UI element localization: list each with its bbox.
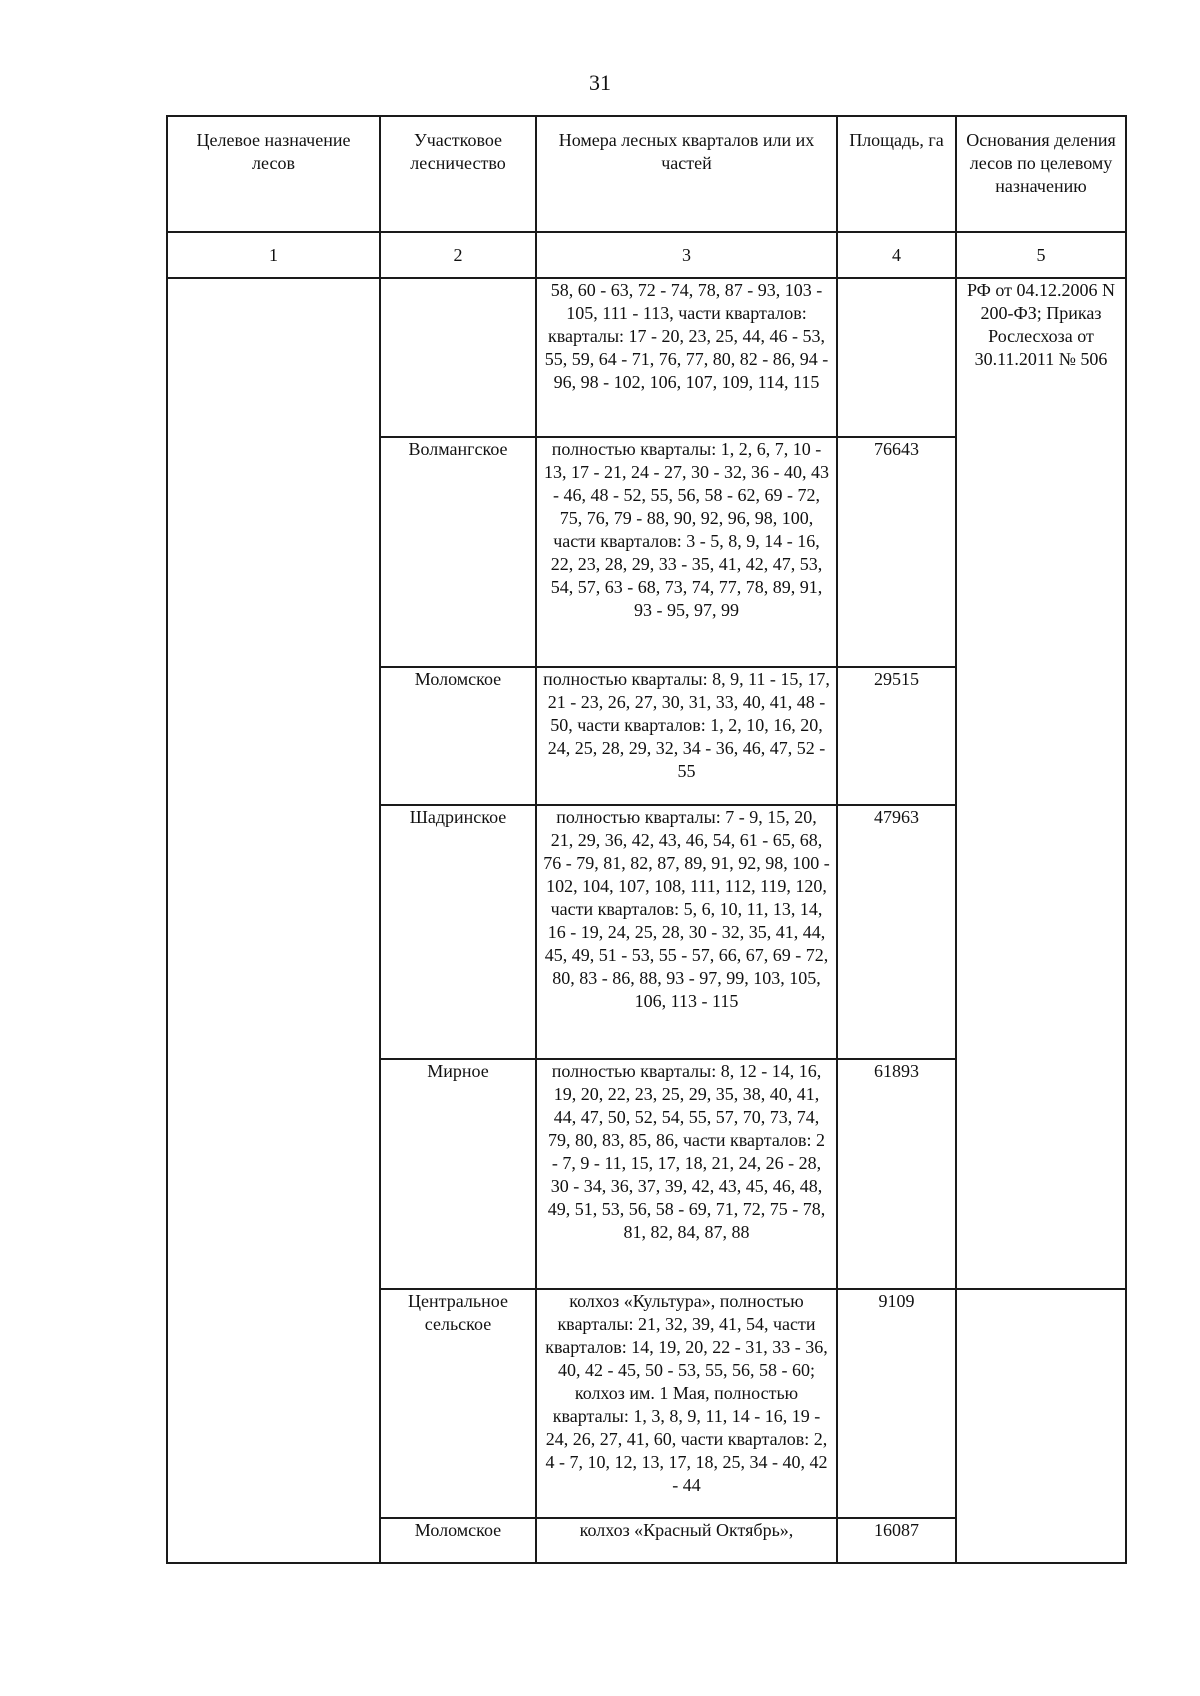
purpose-cell bbox=[167, 278, 380, 1563]
column-number: 3 bbox=[536, 232, 837, 278]
area-cell: 16087 bbox=[837, 1518, 956, 1563]
forestry-cell: Волмангское bbox=[380, 437, 536, 667]
basis-cell-empty bbox=[956, 1289, 1126, 1563]
column-number: 4 bbox=[837, 232, 956, 278]
area-cell: 61893 bbox=[837, 1059, 956, 1289]
forestry-cell: Моломское bbox=[380, 1518, 536, 1563]
column-number: 2 bbox=[380, 232, 536, 278]
quarters-cell: полностью кварталы: 7 - 9, 15, 20, 21, 29, 36, 42, 43, 46, 54, 61 - 65, 68, 76 - 79, 81, 82, 87, 89, 91, 92, 98, 100 - 102, 104, 107, 108, 111, 112, 119, 120, части кварталов: 5, 6, 10, 11, 13, 14, 16 - 19, 24, 25, 28, 30 - 32, 35, 41, 44, 45, 49, 51 - 53, 55 - 57, 66, 67, 69 - 72, 80, 83 - 86, 88, 93 - 97, 99, 103, 105, 106, 113 - 115 bbox=[536, 805, 837, 1059]
column-number: 1 bbox=[167, 232, 380, 278]
area-cell: 47963 bbox=[837, 805, 956, 1059]
header-row bbox=[167, 116, 1126, 232]
page-number: 31 bbox=[589, 70, 611, 95]
quarters-cell: полностью кварталы: 8, 9, 11 - 15, 17, 21 - 23, 26, 27, 30, 31, 33, 40, 41, 48 - 50, части кварталов: 1, 2, 10, 16, 20, 24, 25, 28, 29, 32, 34 - 36, 46, 47, 52 - 55 bbox=[536, 667, 837, 805]
header-basis: Основания деления лесов по целевому назначению bbox=[956, 116, 1126, 232]
quarters-cell: 58, 60 - 63, 72 - 74, 78, 87 - 93, 103 - 105, 111 - 113, части кварталов: кварталы: 17 - 20, 23, 25, 44, 46 - 53, 55, 59, 64 - 71, 76, 77, 80, 82 - 86, 94 - 96, 98 - 102, 106, 107, 109, 114, 115 bbox=[536, 278, 837, 437]
forestry-cell bbox=[380, 278, 536, 437]
column-number: 5 bbox=[956, 232, 1126, 278]
area-cell: 29515 bbox=[837, 667, 956, 805]
header-quarters: Номера лесных кварталов или их частей bbox=[536, 116, 837, 232]
column-number-row bbox=[167, 232, 1126, 278]
table-row bbox=[167, 278, 1126, 437]
header-purpose: Целевое назначение лесов bbox=[167, 116, 380, 232]
forestry-cell: Шадринское bbox=[380, 805, 536, 1059]
quarters-cell: колхоз «Культура», полностью кварталы: 21, 32, 39, 41, 54, части кварталов: 14, 19, 20, 22 - 31, 33 - 36, 40, 42 - 45, 50 - 53, 55, 56, 58 - 60; колхоз им. 1 Мая, полностью кварталы: 1, 3, 8, 9, 11, 14 - 16, 19 - 24, 26, 27, 41, 60, части кварталов: 2, 4 - 7, 10, 12, 13, 17, 18, 25, 34 - 40, 42 - 44 bbox=[536, 1289, 837, 1518]
forestry-cell: Моломское bbox=[380, 667, 536, 805]
area-cell bbox=[837, 278, 956, 437]
quarters-cell: полностью кварталы: 1, 2, 6, 7, 10 - 13, 17 - 21, 24 - 27, 30 - 32, 36 - 40, 43 - 46, 48 - 52, 55, 56, 58 - 62, 69 - 72, 75, 76, 79 - 88, 90, 92, 96, 98, 100, части кварталов: 3 - 5, 8, 9, 14 - 16, 22, 23, 28, 29, 33 - 35, 41, 42, 47, 53, 54, 57, 63 - 68, 73, 74, 77, 78, 89, 91, 93 - 95, 97, 99 bbox=[536, 437, 837, 667]
forestry-cell: Центральное сельское bbox=[380, 1289, 536, 1518]
area-cell: 76643 bbox=[837, 437, 956, 667]
forest-purpose-table bbox=[166, 115, 1127, 1564]
basis-cell: РФ от 04.12.2006 N 200-ФЗ; Приказ Рослесхоза от 30.11.2011 № 506 bbox=[956, 278, 1126, 1289]
area-cell: 9109 bbox=[837, 1289, 956, 1518]
header-area: Площадь, га bbox=[837, 116, 956, 232]
quarters-cell: колхоз «Красный Октябрь», bbox=[536, 1518, 837, 1563]
quarters-cell: полностью кварталы: 8, 12 - 14, 16, 19, 20, 22, 23, 25, 29, 35, 38, 40, 41, 44, 47, 50, 52, 54, 55, 57, 70, 73, 74, 79, 80, 83, 85, 86, части кварталов: 2 - 7, 9 - 11, 15, 17, 18, 21, 24, 26 - 28, 30 - 34, 36, 37, 39, 42, 43, 45, 46, 48, 49, 51, 53, 56, 58 - 69, 71, 72, 75 - 78, 81, 82, 84, 87, 88 bbox=[536, 1059, 837, 1289]
forestry-cell: Мирное bbox=[380, 1059, 536, 1289]
header-forestry: Участковое лесничество bbox=[380, 116, 536, 232]
